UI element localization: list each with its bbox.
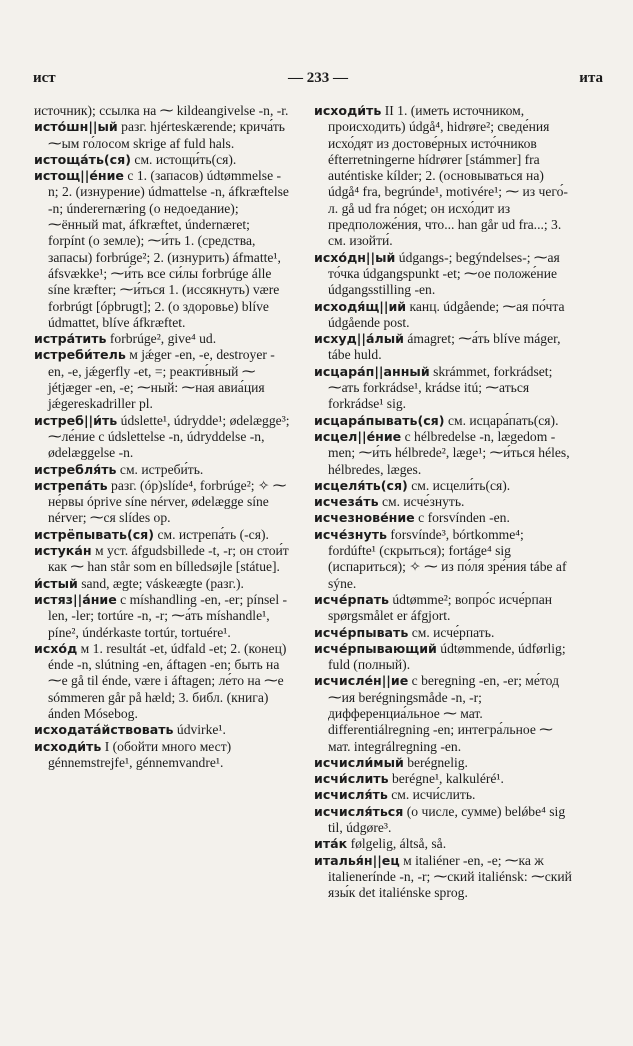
entry-headword: исходя́щ||ий — [314, 298, 407, 314]
entry-headword: исчисля́ться — [314, 803, 404, 819]
dictionary-entry — [314, 787, 572, 803]
entry-definition: источник); ссылка на ⁓ kildeangivelse -n, -r. — [34, 103, 289, 118]
dictionary-entry — [314, 592, 572, 625]
entry-headword: исхуд||а́лый — [314, 331, 404, 347]
entry-definition: ámagret; ⁓а́ть blíve máger, tábe huld. — [328, 331, 561, 363]
entry-definition: канц. údgående; ⁓ая по́чта údgående post. — [328, 298, 565, 330]
entry-definition: с 1. (запасов) údtømmelse -n; 2. (изнурение) údmattelse -n, áfkræftelse -n; únderernæring (о недоедание); ⁓ённый mat, áfkræftet, úndernæret; forpínt (о земле); ⁓и́ть 1. (средства, запасы) forbrúge²; 2. (изнурить) áfmatte¹, áfsvække¹; ⁓и́ть все си́лы forbrúge álle síne kræfter; ⁓и́ться 1. (иссякнуть) være forbrúgt [ópbrugt]; 2. (о здоровье) blíve údmattet, blíve áfkræftet. — [48, 168, 289, 330]
entry-headword: истра́тить — [34, 331, 107, 347]
entry-definition: см. истрепа́ть (-ся). — [157, 526, 269, 542]
entry-definition: údgangs-; begýndelses-; ⁓ая то́чка údgangspunkt -et; ⁓ое положе́ние údgangsstilling -en. — [328, 249, 560, 298]
entry-definition: berégnelig. — [407, 754, 468, 770]
dictionary-entry — [34, 527, 290, 543]
entry-definition: følgelig, áltså, så. — [350, 836, 447, 852]
entry-headword: исчезнове́ние — [314, 510, 415, 526]
entry-definition: с hélbredelse -n, lægedom -men; ⁓и́ть hélbrede², læge¹; ⁓и́ться héles, hélbredes, læges. — [328, 428, 570, 477]
dictionary-entry — [314, 478, 572, 494]
entry-headword: исче́рпывающий — [314, 640, 437, 656]
entry-headword: исче́рпать — [314, 591, 389, 607]
entry-headword: истоща́ть(ся) — [34, 151, 131, 167]
entry-headword: истощ||е́ние — [34, 168, 124, 184]
dictionary-entry — [314, 510, 572, 526]
entry-headword: исхо́д — [34, 640, 78, 656]
dictionary-entry — [314, 364, 572, 413]
right-column — [314, 103, 572, 902]
entry-headword: исче́знуть — [314, 526, 387, 542]
entry-headword: и́стый — [34, 575, 78, 591]
entry-headword: истрепа́ть — [34, 477, 108, 493]
dictionary-entry — [34, 347, 290, 412]
entry-definition: м italiéner -en, -e; ⁓ка ж italienerínde -n, -r; ⁓ский italiénsk: ⁓ский язы́к det italiénske sprog. — [328, 852, 572, 901]
dictionary-entry — [314, 673, 572, 754]
entry-headword: исцара́пывать(ся) — [314, 412, 445, 428]
dictionary-entry — [314, 331, 572, 364]
header-right-guideword: ита — [579, 70, 603, 86]
dictionary-entry — [314, 250, 572, 299]
entry-definition: údtømme²; вопро́с исче́рпан spørgsmålet er áfgjort. — [328, 591, 553, 624]
page-number: — 233 — — [288, 70, 348, 86]
dictionary-entry — [34, 462, 290, 478]
entry-headword: исцара́п||анный — [314, 363, 430, 379]
page-header — [33, 70, 603, 94]
left-column — [34, 103, 290, 771]
entry-headword: исходи́ть — [314, 103, 382, 118]
entry-definition: údvirke¹. — [176, 722, 226, 738]
dictionary-entry — [34, 641, 290, 722]
dictionary-entry — [34, 119, 290, 152]
entry-definition: см. исцара́пать(ся). — [447, 412, 559, 428]
entry-headword: исцел||е́ние — [314, 428, 402, 444]
header-left-guideword: ист — [33, 70, 56, 86]
dictionary-entry — [314, 413, 572, 429]
entry-definition: см. исцели́ть(ся). — [411, 477, 511, 493]
entry-headword: исчисли́мый — [314, 754, 404, 770]
entry-definition: sand, ægte; váskeægte (разг.). — [81, 575, 244, 591]
entry-definition: údslette¹, údrydde¹; ødelægge³; ⁓ле́ние с údslettelse -n, údryddelse -n, ødelæggelse -n. — [48, 412, 290, 461]
dictionary-entry — [314, 429, 572, 478]
dictionary-entry — [34, 331, 290, 347]
entry-headword: исходатáйствовать — [34, 722, 174, 738]
entry-headword: исче́рпывать — [314, 624, 409, 640]
entry-headword: исходи́ть — [34, 738, 102, 754]
dictionary-entry — [34, 478, 290, 527]
entry-headword: истрёпывать(ся) — [34, 526, 155, 542]
dictionary-entry — [34, 576, 290, 592]
entry-definition: с míshandling -en, -er; pínsel -len, -ler; tortúre -n, -r; ⁓а́ть míshandle¹, píne², úndérkaste tortúr, tortuére¹. — [48, 591, 288, 640]
entry-definition: м 1. resultát -et, údfald -et; 2. (конец) énde -n, slútning -en, áftagen -en; быть на ⁓е gå til énde, være i áftagen; ле́то на ⁓е sómmeren går på hæld; 3. библ. (книга) ánden Mósebog. — [48, 640, 287, 721]
entry-definition: (о числе, сумме) belǿbe⁴ sig til, údgøre³. — [328, 803, 566, 836]
entry-definition: I (обойти много мест) génnemstrejfe¹, génnemvandre¹. — [48, 738, 232, 770]
entry-definition: skrámmet, forkrádset; ⁓ать forkrádse¹, krádse itú; ⁓аться forkrádse¹ sig. — [328, 363, 553, 412]
dictionary-entry — [34, 152, 290, 168]
entry-definition: forbrúge², give⁴ ud. — [109, 331, 217, 347]
dictionary-entry — [314, 103, 572, 250]
dictionary-entry — [314, 804, 572, 837]
dictionary-entry — [34, 103, 290, 119]
dictionary-entry — [314, 641, 572, 674]
entry-definition: с beregning -en, -er; ме́тод ⁓ия berégningsmåde -n, -r; дифференциа́льное ⁓ мат. differentiálregning -en; интегра́льное ⁓ мат. integrálregning -en. — [328, 673, 559, 754]
entry-definition: II 1. (иметь источником, происходить) údgå⁴, hidrøre²; сведе́ния исхо́дят из достове́рных исто́чников éfterretningerne hídrører [stámmer] fra auténtiske kílder; 2. (основываться на) údgå⁴ fra, begrúnde¹, motivére¹; ⁓ из чего́-л. gå ud fra nóget; он исхо́дит из предположе́ния, что... han går ud fra...; 3. см. изойти́. — [328, 103, 568, 249]
entry-definition: см. истреби́ть. — [119, 461, 204, 477]
dictionary-entry — [34, 739, 290, 772]
entry-definition: см. исче́рпать. — [411, 624, 495, 640]
entry-definition: разг. (óp)slíde⁴, forbrúge²; ✧ ⁓ не́рвы óprive síne nérver, ødelægge síne nérver; ⁓ся slídes op. — [48, 477, 287, 526]
entry-definition: údtømmende, údførlig; fuld (полный). — [328, 640, 566, 673]
dictionary-entry — [314, 527, 572, 592]
entry-definition: berégne¹, kalkuléré¹. — [391, 771, 504, 787]
entry-definition: м jǽger -en, -e, destroyer -en, -e, jǽgerfly -et, =; реакти́вный ⁓ jétjæger -en, -e; ⁓ный: ⁓ная авиа́ция jǽgereskadriller pl. — [48, 347, 275, 412]
entry-headword: исчеза́ть — [314, 494, 379, 510]
entry-headword: ита́к — [314, 836, 348, 852]
entry-definition: forsvínde³, bórtkomme⁴; fordúfte¹ (скрыться); fortáge⁴ sig (испариться); ✧ ⁓ из по́ля зре́ния tábe af sýne. — [328, 526, 567, 591]
entry-headword: исто́шн||ый — [34, 119, 118, 135]
dictionary-entry — [314, 853, 572, 902]
entry-headword: исчи́слить — [314, 771, 389, 787]
entry-headword: исхо́дн||ый — [314, 249, 396, 265]
dictionary-entry — [314, 494, 572, 510]
dictionary-entry — [34, 722, 290, 738]
dictionary-entry — [34, 413, 290, 462]
entry-definition: см. исче́знуть. — [381, 494, 465, 510]
entry-definition: м уст. áfgudsbillede -t, -r; он стои́т как ⁓ han står som en bílledsøjle [státue]. — [48, 543, 289, 575]
entry-headword: исчисле́н||ие — [314, 673, 409, 689]
dictionary-entry — [314, 836, 572, 852]
entry-headword: истука́н — [34, 543, 92, 559]
entry-definition: с forsvínden -en. — [418, 510, 510, 526]
entry-headword: истребля́ть — [34, 461, 117, 477]
dictionary-entry — [314, 771, 572, 787]
entry-definition: см. исчи́слить. — [391, 787, 476, 803]
entry-definition: см. истощи́ть(ся). — [134, 151, 237, 167]
dictionary-entry — [314, 299, 572, 332]
entry-headword: истяз||а́ние — [34, 591, 117, 607]
entry-headword: исцеля́ть(ся) — [314, 477, 408, 493]
entry-headword: исчисля́ть — [314, 787, 388, 803]
dictionary-entry — [314, 755, 572, 771]
dictionary-entry — [34, 543, 290, 576]
dictionary-entry — [314, 625, 572, 641]
dictionary-entry — [34, 168, 290, 331]
dictionary-entry — [34, 592, 290, 641]
entry-headword: истреб||и́ть — [34, 412, 118, 428]
entry-definition: разг. hjérteskærende; крича́ть ⁓ым го́лосом skrige af fuld hals. — [48, 119, 285, 151]
entry-headword: италья́н||ец — [314, 852, 400, 868]
entry-headword: истреби́тель — [34, 347, 126, 363]
